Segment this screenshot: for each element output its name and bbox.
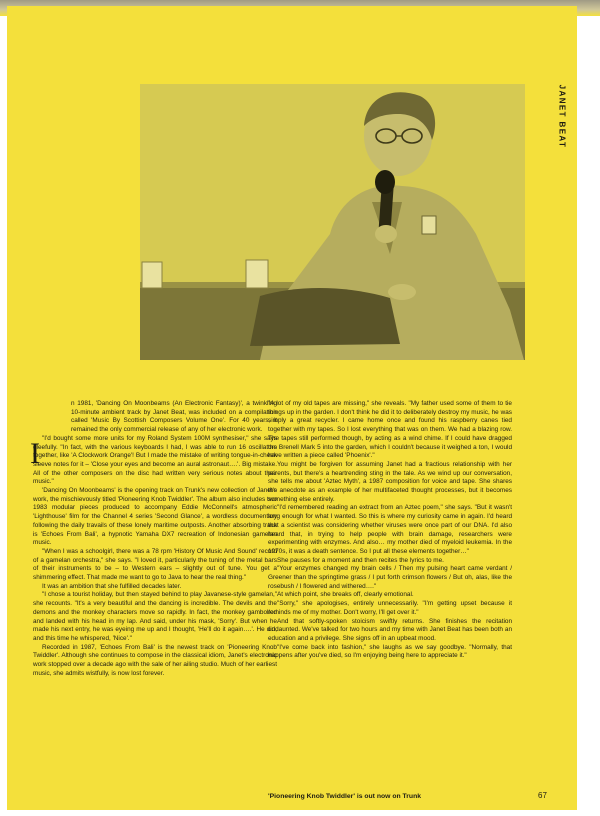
section-label xyxy=(553,86,571,156)
section-label-text: JANET BEAT xyxy=(557,84,567,149)
photo-janet-beat xyxy=(140,84,525,360)
paragraph: "I chose a tourist holiday, but then stayed behind to play Javanese-style gamelan," she recounts. "It's a very beautiful and the dancing is incredible. The devils and the demons and the monkey characters move so rapidly. In fact, the monkey gambolled and landed with his head in my lap. And said, under his mask, 'Sorry'. But when he made his next entry, he was eyeing me up and I thought, 'He'll do it again….'. He did, and this time he whispered, 'Nice'." xyxy=(33,591,277,642)
paragraph: "I've come back into fashion," she laughs as we say goodbye. "Normally, that happens after you've died, so I'm enjoying being here to appreciate it." xyxy=(268,643,512,660)
paragraph: "When I was a schoolgirl, there was a 78 rpm 'History Of Music And Sound' record of a gamelan orchestra," she says. "I loved it, particularly the tuning of the metal bars of their instruments to be – to Western ears – slightly out of tune. You get a shimmering effect. That made me want to go to Java to hear the real thing." xyxy=(33,547,277,582)
paragraph: "Sorry," she apologises, entirely unnecessarily. "I'm getting upset because it reminds me of my mother. Don't worry, I'll get over it." xyxy=(268,600,512,616)
paragraph: And that softly-spoken stoicism swiftly returns. She finishes the recitation undaunted. We've talked for two hours and my time with Janet Beat has been both an education and a privilege. She signs off in an upbeat mood. xyxy=(268,617,512,642)
release-footer xyxy=(268,793,421,800)
paragraph: At which point, she breaks off, clearly emotional. xyxy=(277,591,414,599)
paragraph: n 1981, 'Dancing On Moonbeams (An Electronic Fantasy)', a twinkling 10-minute ambient track by Janet Beat, was included on a compilation called 'Music By Scottish Composers Volume One'. For 40 years, it remained the only commercial release of any of her electronic work. xyxy=(71,400,277,434)
paragraph: "Your enzymes changed my brain cells / Then my pulsing heart came verdant / Greener than the springtime grass / I put forth crimson flowers / But oh, alas, like the rosebush / I flowered and withered…." xyxy=(268,565,512,590)
drop-cap: I xyxy=(30,437,40,470)
paragraph: Recorded in 1987, 'Echoes From Bali' is the newest track on 'Pioneering Knob Twiddler'. Although she continues to compose in the classical idiom, Janet's electronic work stopped over a decade ago with the sale of her ailing studio. Much of her earliest music, she admits wistfully, is now lost forever. xyxy=(33,643,277,677)
article-right-column xyxy=(268,400,512,661)
release-note: is out now on Trunk xyxy=(354,793,422,800)
paragraph: "I'd bought some more units for my Roland System 100M synthesiser," she says gleefully. "In fact, with the various keyboards I had, I was able to run 16 oscillators together, like 'A Clockwork Orange'! But I made the mistake of writing tongue-in-cheek sleeve notes for it – 'Close your eyes and become an aural astronaut….'. Big mistake. All of the other composers on the disc had written very serious notes about their music." xyxy=(33,434,277,486)
photo-illustration xyxy=(140,84,525,360)
paragraph: It was an ambition that she fulfilled decades later. xyxy=(42,582,182,590)
album-title: 'Pioneering Knob Twiddler' xyxy=(268,793,355,800)
page-number: 67 xyxy=(538,791,547,800)
paragraph: "A lot of my old tapes are missing," she reveals. "My father used some of them to tie things up in the garden. I don't think he did it to deliberately destroy my music, he was simply a great recycler. I came home once and found his raspberry canes tied together with my tapes. So I lost everything that was on them. We had a blazing row. The tapes still performed though, by acting as a wind chime. If I could have dragged the Brenell Mark 5 into the garden, which I couldn't because it weighed a ton, I would have written a piece called 'Phoenix'." xyxy=(268,400,512,460)
paragraph: 'Dancing On Moonbeams' is the opening track on Trunk's new collection of Janet's work, the mischievously titled 'Pioneering Knob Twiddler'. The album also includes two 1983 modular pieces produced to accompany Eddie McConnell's atmospheric 'Lighthouse' film for the Channel 4 series 'Second Glance', a wordless documentary following the daily travails of these lonely maritime outposts. Another absorbing track is 'Echoes From Bali', a hypnotic Yamaha DX7 recreation of Indonesian gamelan music. xyxy=(33,487,277,547)
paragraph: She pauses for a moment and then recites the lyrics to me. xyxy=(277,556,444,564)
paragraph: You might be forgiven for assuming Janet had a fractious relationship with her parents, but there's a heartrending sting in the tale. As we wind up our conversation, she tells me about 'Aztec Myth', a 1987 composition for voice and tape. She shares the anecdote as an example of her multifaceted thought processes, but it becomes something else entirely. xyxy=(268,460,512,503)
paragraph: "I'd remembered reading an extract from an Aztec poem," she says. "But it wasn't long enough for what I wanted. So this is where my curiosity came in again. I'd heard that a scientist was considering whether viruses were once part of our DNA. I'd also heard that, in trying to help people with brain damage, researchers were experimenting with enzymes. And also… my mother died of myeloid leukemia. In the 1970s, it was a death sentence. So I put all these elements together…" xyxy=(268,504,512,555)
article-left-column xyxy=(33,400,277,679)
